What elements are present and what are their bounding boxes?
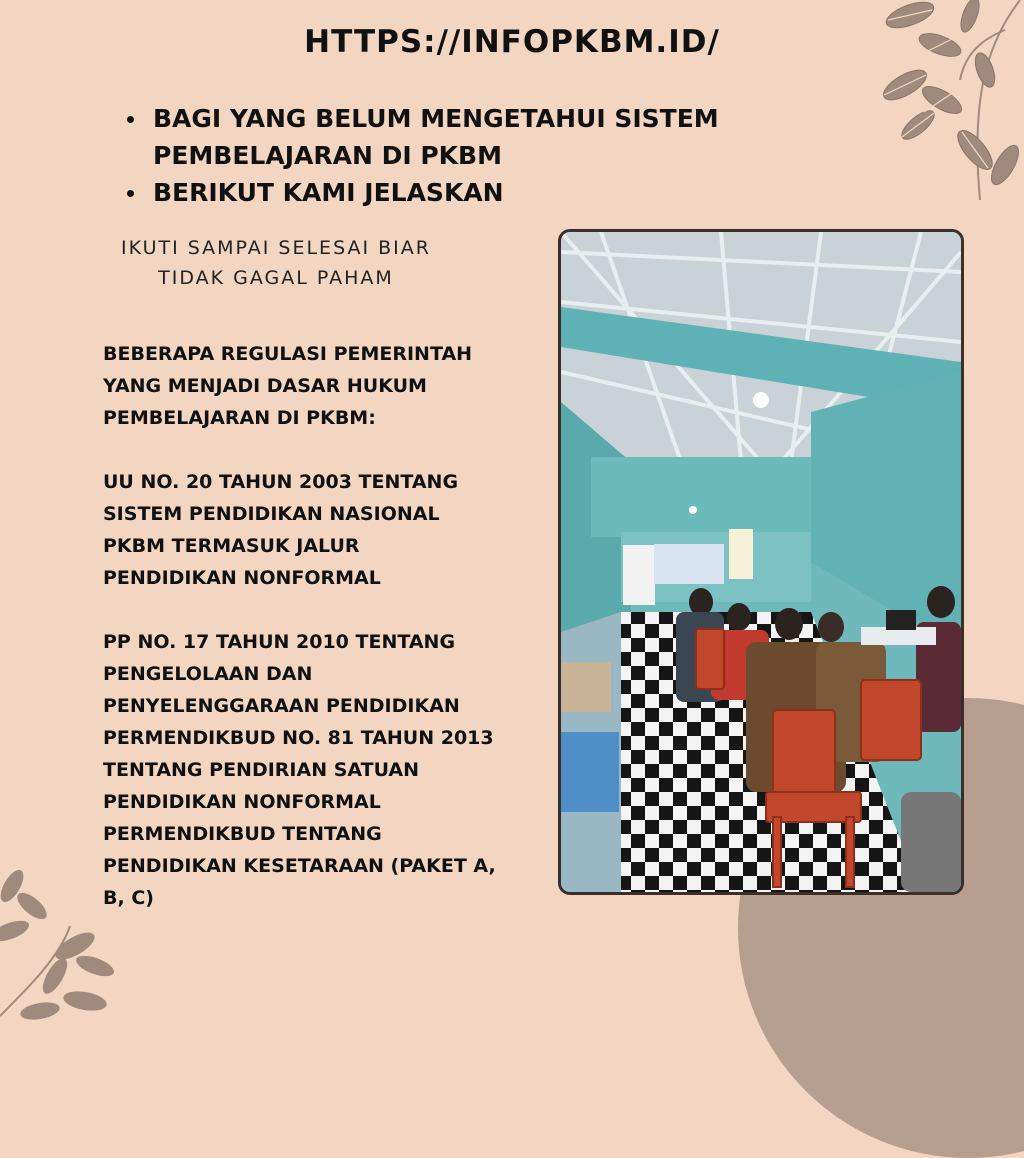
subtitle-line: TIDAK GAGAL PAHAM <box>158 267 394 289</box>
leaf-decoration-bottom-left <box>0 866 120 1024</box>
regulation-text <box>103 338 543 914</box>
regulation-item: PP NO. 17 TAHUN 2010 TENTANG PENGELOLAAN DAN PENYELENGGARAAN PENDIDIKAN PERMENDIKBUD NO. 81 TAHUN 2013 TENTANG PENDIRIAN SATUAN PENDIDIKAN NONFORMAL PERMENDIKBUD TENTANG PENDIDIKAN KESETARAAN (PAKET A, B, C) <box>103 631 496 909</box>
bullet-item: BERIKUT KAMI JELASKAN <box>125 174 765 211</box>
site-url-heading: HTTPS://INFOPKBM.ID/ <box>304 24 720 60</box>
classroom-illustration <box>561 232 961 892</box>
regulation-intro: BEBERAPA REGULASI PEMERINTAH YANG MENJADI DASAR HUKUM PEMBELAJARAN DI PKBM: <box>103 343 473 429</box>
subtitle <box>86 233 466 293</box>
regulation-item: UU NO. 20 TAHUN 2003 TENTANG SISTEM PENDIDIKAN NASIONAL PKBM TERMASUK JALUR PENDIDIKAN NONFORMAL <box>103 471 459 589</box>
subtitle-line: IKUTI SAMPAI SELESAI BIAR <box>121 237 431 259</box>
classroom-photo <box>558 229 964 895</box>
bullet-item: BAGI YANG BELUM MENGETAHUI SISTEM PEMBELAJARAN DI PKBM <box>125 100 765 174</box>
intro-bullet-list <box>125 100 765 211</box>
